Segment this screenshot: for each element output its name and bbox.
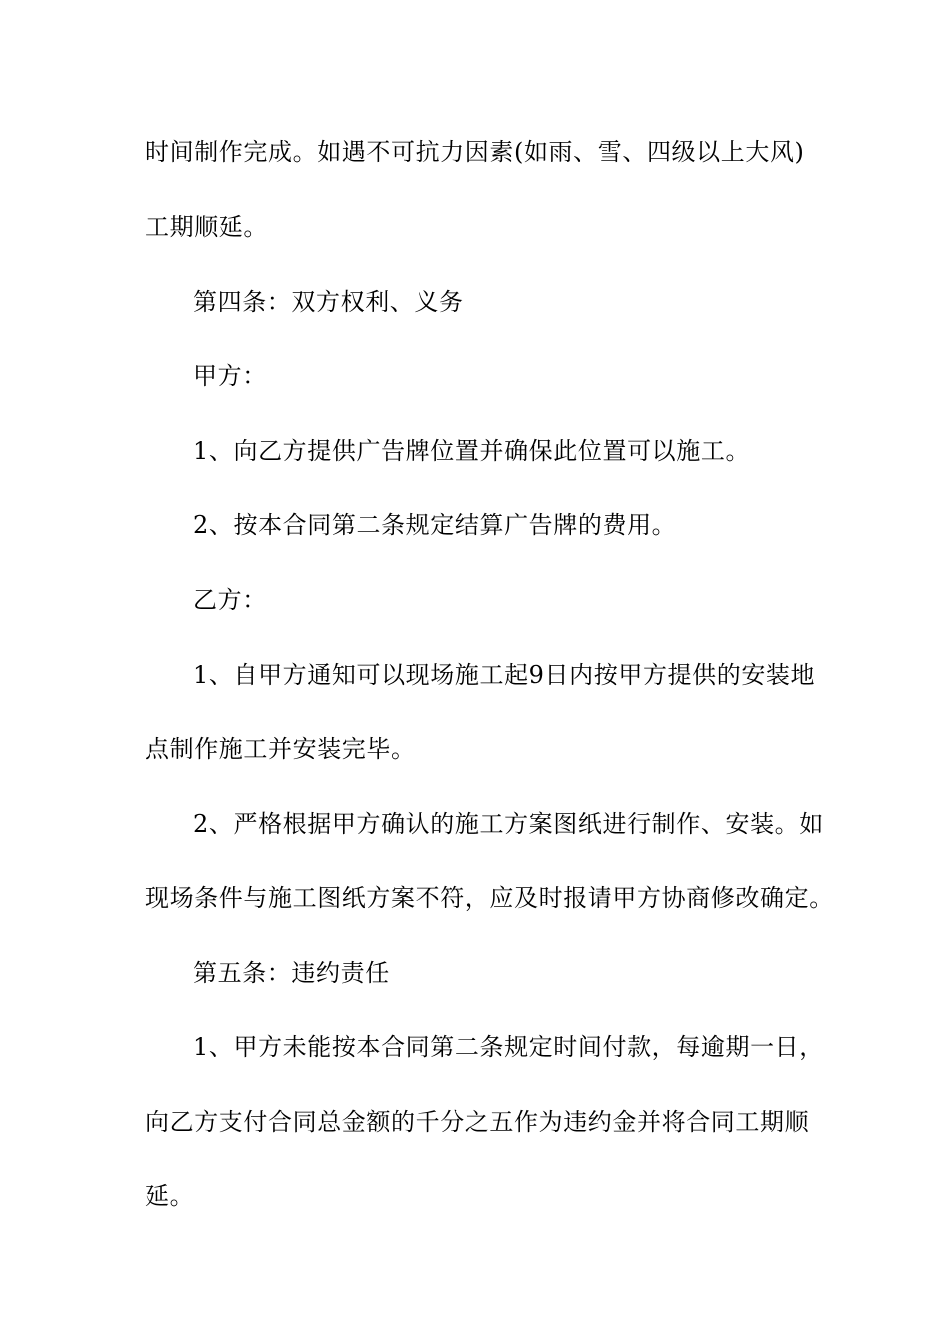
text-line: 向乙方支付合同总金额的千分之五作为违约金并将合同工期顺 — [145, 1108, 810, 1136]
text-line: 工期顺延。 — [145, 213, 268, 241]
text-line: 1、甲方未能按本合同第二条规定时间付款，每逾期一日， — [193, 1033, 824, 1061]
party-label: 甲方： — [193, 362, 267, 390]
text-line: 延。 — [145, 1182, 195, 1210]
text-line: 1、向乙方提供广告牌位置并确保此位置可以施工。 — [193, 437, 751, 465]
text-line: 2、严格根据甲方确认的施工方案图纸进行制作、安装。如 — [193, 810, 824, 838]
text-line: 2、按本合同第二条规定结算广告牌的费用。 — [193, 511, 677, 539]
text-line: 点制作施工并安装完毕。 — [145, 735, 416, 763]
section-heading: 第四条：双方权利、义务 — [193, 288, 464, 316]
section-heading: 第五条：违约责任 — [193, 959, 390, 987]
text-line: 现场条件与施工图纸方案不符，应及时报请甲方协商修改确定。 — [145, 884, 834, 912]
party-label: 乙方： — [193, 586, 267, 614]
text-line: 时间制作完成。如遇不可抗力因素(如雨、雪、四级以上大风) — [145, 138, 805, 166]
text-line: 1、自甲方通知可以现场施工起9日内按甲方提供的安装地 — [193, 661, 816, 689]
